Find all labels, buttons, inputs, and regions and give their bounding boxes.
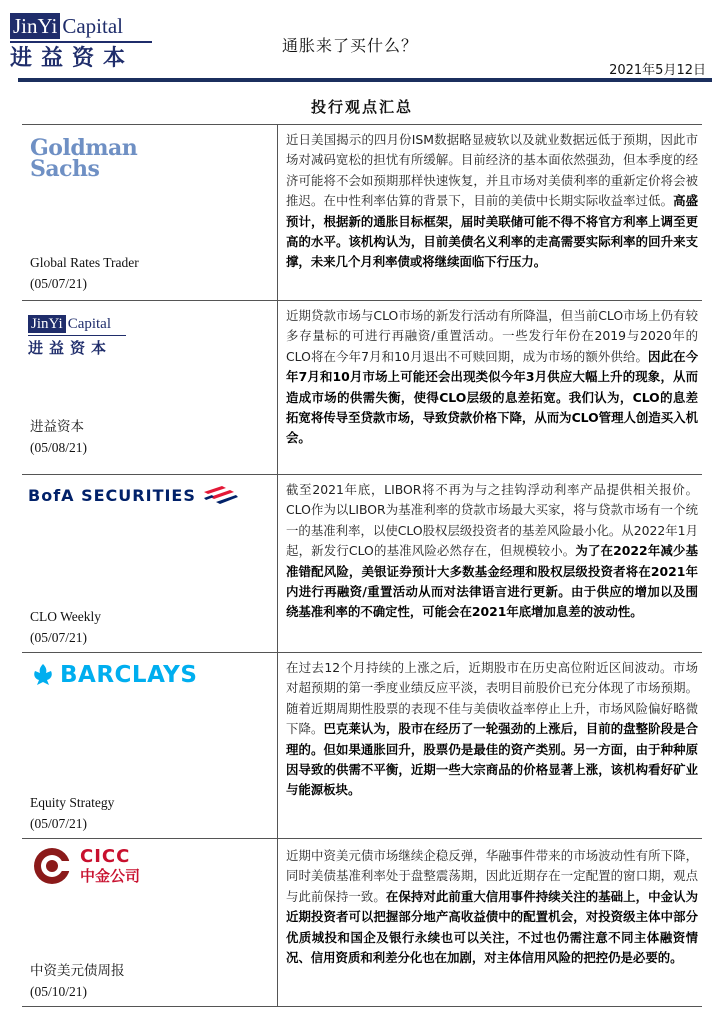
logo-capital-text: Capital xyxy=(67,316,112,332)
cicc-emblem-icon xyxy=(32,846,72,886)
row-commentary xyxy=(286,846,698,968)
jinyi-logo-small xyxy=(28,314,128,358)
report-date: (05/07/21) xyxy=(30,816,87,831)
barclays-logo-text: BARCLAYS xyxy=(60,662,198,688)
report-date: (05/08/21) xyxy=(30,440,87,455)
goldman-sachs-logo xyxy=(30,135,138,182)
logo-capital-text: Capital xyxy=(62,14,124,38)
bofa-flag-icon xyxy=(200,484,240,506)
row-commentary xyxy=(286,306,698,449)
commentary-bold: 为了在2022年减少基准错配风险，美银证券预计大多数基金经理和股权层级投资者将在2021年内进行再融资/重置活动从而对法律语言进行更新。由于供应的增加以及围绕基准利率的不确定性，可能会在2021年底增加息差的波动性。 xyxy=(286,543,698,620)
row-source-cell xyxy=(22,652,277,838)
table-row-jinyi xyxy=(22,300,702,474)
commentary-bold: 高盛预计，根据新的通胀目标框架，届时美联储可能不得不将官方利率上调至更高的水平。该机构认为，目前美债名义利率的走高需要实际利率的回升来支撑，未来几个月利率债或将继续面临下行压力。 xyxy=(286,193,699,270)
logo-divider xyxy=(28,335,126,336)
report-name: CLO Weekly xyxy=(30,609,102,624)
cicc-logo-cn: 中金公司 xyxy=(80,867,141,885)
report-name: 进益资本 xyxy=(30,419,84,434)
report-date: (05/07/21) xyxy=(30,630,87,645)
table-row-cicc xyxy=(22,838,702,1006)
goldman-logo-line2: Sachs xyxy=(30,156,100,182)
logo-divider xyxy=(10,41,152,43)
commentary-plain: 近期中资美元债市场继续企稳反弹，华融事件带来的市场波动性有所下降，同时美债基准利率处于盘整震荡期，因此近期存在一定配置的窗口期，观点与此前保持一致。 xyxy=(286,848,698,904)
commentary-bold: 因此在今年7月和10月市场上可能还会出现类似今年3月供应大幅上升的现象，从而造成市场的供需失衡，使得CLO层级的息差拓宽。我们认为，CLO的息差拓宽将传导至贷款市场，导致贷款价格下降，从而为CLO管理人创造买入机会。 xyxy=(286,348,699,446)
table-row-bofa xyxy=(22,474,702,652)
commentary-plain: 近期贷款市场与CLO市场的新发行活动有所降温，但当前CLO市场上仍有较多存量标的可进行再融资/重置活动。一些发行年份在2019与2020年的CLO将在今年7月和10月退出不可赎回期，成为市场的额外供给。 xyxy=(286,308,698,364)
header-divider xyxy=(18,78,712,82)
table-rule-bottom xyxy=(22,1006,702,1007)
commentary-plain: 近日美国揭示的四月份ISM数据略显疲软以及就业数据远低于预期，因此市场对减码宽松的担忧有所缓解。目前经济的基本面依然强劲，但本季度的经济可能将不会如预期那样快速恢复，并且市场对美债利率的重新定价将会被推迟。在中性利率估算的背景下，目前的美债中长期实际收益率过低。 xyxy=(286,132,698,209)
report-name: Global Rates Trader xyxy=(30,255,139,270)
logo-cn-text: 进益资本 xyxy=(10,46,135,71)
row-commentary xyxy=(286,130,698,273)
bofa-logo-text: BofA SECURITIES xyxy=(28,485,196,505)
row-source-cell xyxy=(22,124,277,300)
cicc-logo-en: CICC xyxy=(80,846,131,867)
commentary-bold: 巴克莱认为，股市在经历了一轮强劲的上涨后，目前的盘整阶段是合理的。但如果通胀回升，股票仍是最佳的资产类别。另一方面，由于种种原因导致的供需不平衡，近期一些大宗商品的价格显著上涨，该机构看好矿业与能源板块。 xyxy=(286,721,699,798)
document-date: 2021年5月12日 xyxy=(609,63,706,78)
table-row-barclays xyxy=(22,652,702,838)
page-header xyxy=(0,0,724,90)
logo-cn-text: 进益资本 xyxy=(28,339,113,357)
table-row-goldman xyxy=(22,124,702,300)
logo-jinyi-text: JinYi xyxy=(10,13,60,39)
barclays-eagle-icon xyxy=(30,662,56,688)
bofa-securities-logo xyxy=(28,484,240,506)
report-date: (05/10/21) xyxy=(30,984,87,999)
commentary-plain: 在过去12个月持续的上涨之后，近期股市在历史高位附近区间波动。市场对超预期的第一季度业绩反应平淡，表明目前股价已充分体现了市场预期。随着近期周期性股票的表现不佳与美债收益率停止上升，市场风险偏好略微下降。 xyxy=(286,660,698,737)
barclays-logo xyxy=(30,662,197,688)
row-commentary xyxy=(286,658,698,801)
commentary-plain: 截至2021年底，LIBOR将不再为与之挂钩浮动利率产品提供相关报价。CLO作为以LIBOR为基准利率的贷款市场最大买家，将与贷款市场有一个统一的基准利率，以使CLO股权层级投资者的基差风险最小化。从2022年1月起，新发行CLO的基准风险必然存在，但规模较小。 xyxy=(286,482,698,559)
report-name: 中资美元债周报 xyxy=(30,963,125,978)
jinyi-logo xyxy=(10,12,155,73)
row-source-cell xyxy=(22,838,277,1006)
report-date: (05/07/21) xyxy=(30,276,87,291)
row-source-cell xyxy=(22,474,277,652)
section-title: 投行观点汇总 xyxy=(310,98,413,116)
row-source-cell xyxy=(22,300,277,474)
document-title: 通胀来了买什么？ xyxy=(282,36,419,55)
goldman-logo-line1: Goldman xyxy=(30,135,138,161)
logo-jinyi-text: JinYi xyxy=(28,315,66,333)
commentary-bold: 在保持对此前重大信用事件持续关注的基础上，中金认为近期投资者可以把握部分地产高收益债中的配置机会，对投资级主体中部分优质城投和国企及银行永续也可以关注，不过也仍需注意不同主体融资情况、信用资质和利差分化也在加剧，对主体信用风险的把控仍是必要的。 xyxy=(286,888,699,966)
cicc-logo xyxy=(32,846,140,886)
report-name: Equity Strategy xyxy=(30,795,115,810)
row-commentary xyxy=(286,480,698,623)
